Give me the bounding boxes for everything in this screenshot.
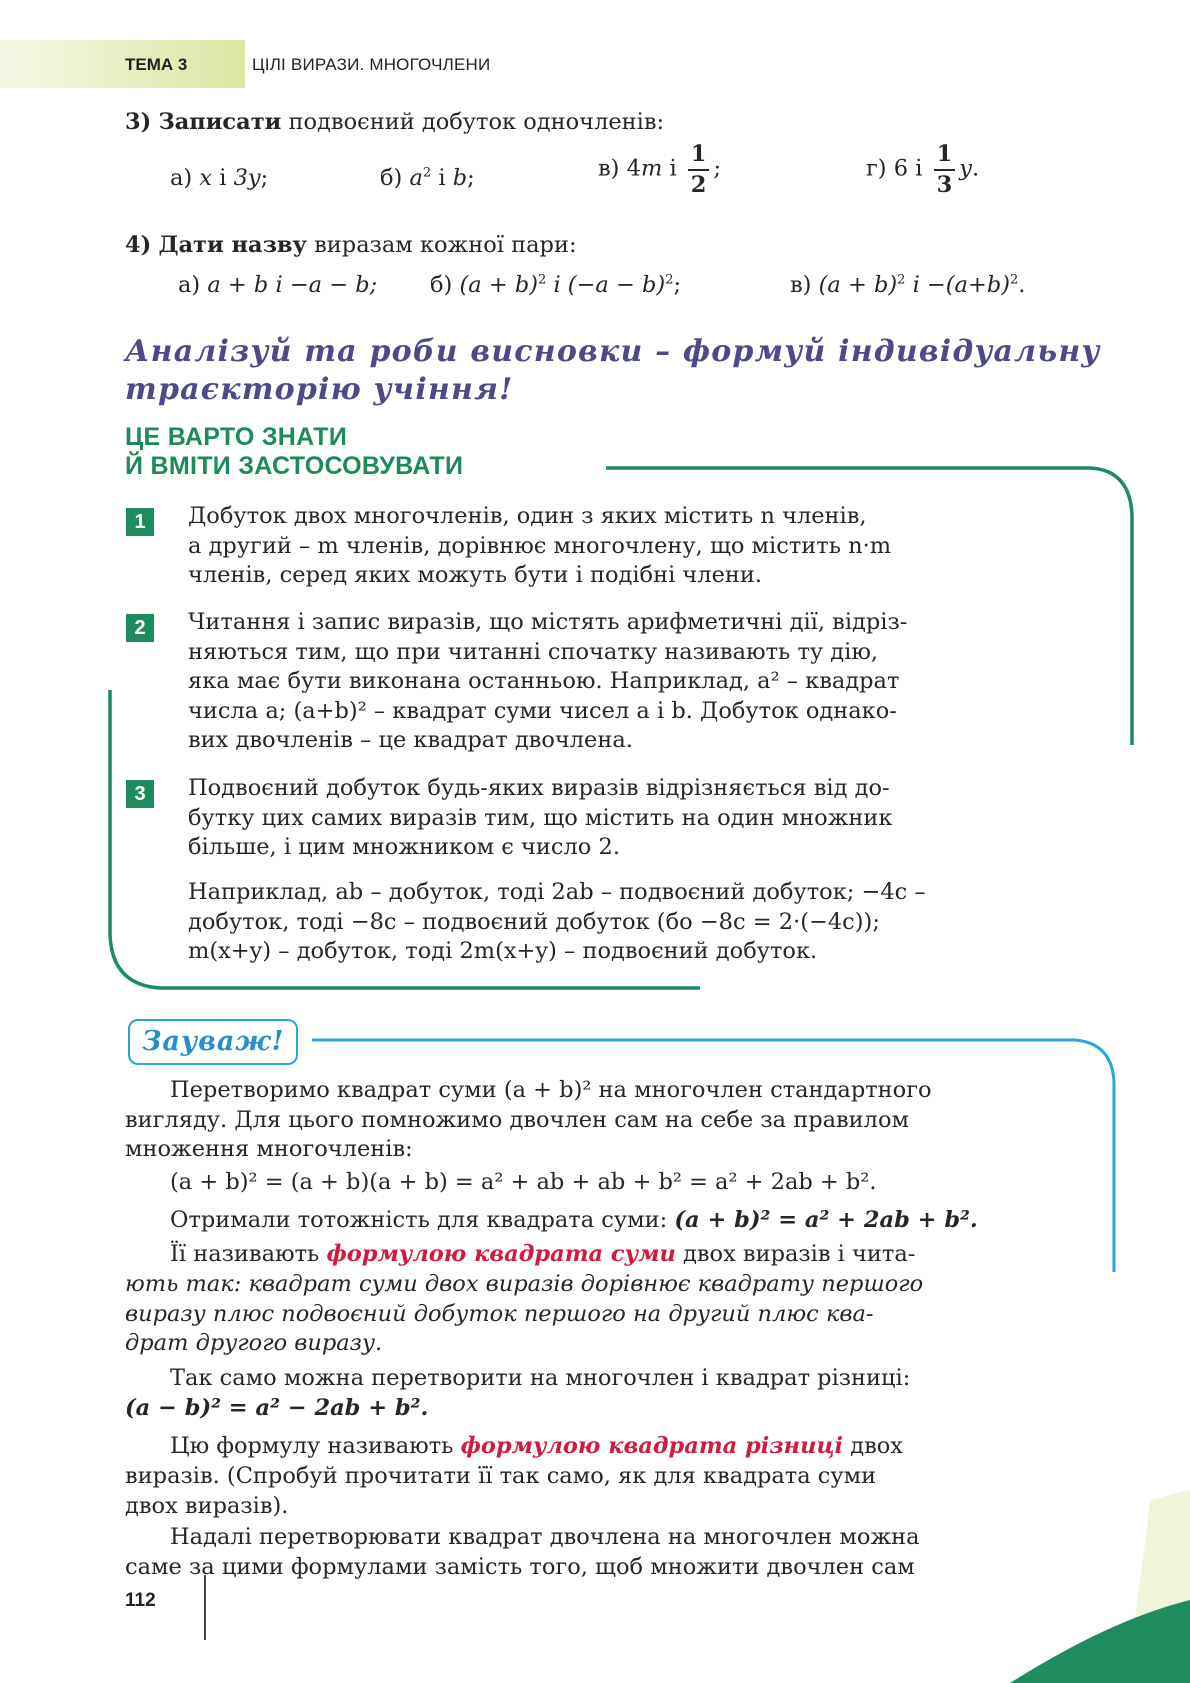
term-square-sum: формулою квадрата суми bbox=[326, 1241, 676, 1267]
remark-paragraph-5-line1: Цю формулу називають формулою квадрата різниці двох bbox=[170, 1433, 903, 1459]
tema-title: ЦІЛІ ВИРАЗИ. МНОГОЧЛЕНИ bbox=[252, 55, 491, 74]
task4-rest: виразам кожної пари: bbox=[314, 232, 577, 258]
tema-label: ТЕМА 3 bbox=[125, 55, 188, 74]
remark-paragraph-4-line1: Так само можна перетворити на многочлен і квадрат різниці: bbox=[170, 1365, 911, 1391]
term-square-difference: формулою квадрата різниці bbox=[460, 1433, 844, 1459]
task4-item-b: б) $(a + b)^2$ і $(-a - b)^2$; bbox=[430, 272, 682, 298]
task3-bold: Записати bbox=[158, 109, 282, 135]
task3-item-a: а) x і 3y; bbox=[170, 165, 269, 191]
remark-paragraph-5-rest: виразів. (Спробуй прочитати її так само, як для квадрата суми двох виразів). bbox=[125, 1463, 877, 1519]
fact-text-1: Добуток двох многочленів, один з яких містить n членів, а другий – m членів, дорівнює многочлену, що містить n·m членів, серед яких можуть бути і подібні члени. bbox=[188, 503, 892, 588]
analyze-heading-line2: траєкторію учіння! bbox=[125, 372, 514, 407]
fact-badge-3: 3 bbox=[126, 780, 154, 808]
task3-item-b: б) $a^2$ і b; bbox=[380, 165, 475, 191]
analyze-heading-line1: Аналізуй та роби висновки – формуй індивідуальну bbox=[125, 334, 1101, 369]
task3-number: 3) bbox=[125, 109, 152, 135]
know-heading-line2: Й ВМІТИ ЗАСТОСОВУВАТИ bbox=[125, 452, 464, 480]
remark-formula-1: (a + b)² = (a + b)(a + b) = a² + ab + ab + b² = a² + 2ab + b². bbox=[170, 1169, 877, 1195]
fact-text-2: Читання і запис виразів, що містять арифметичні дії, відріз- няються тим, що при читанні спочатку називають ту дію, яка має бути виконана останньою. Наприклад, a² – квадрат числа a; (a+b)² – квадрат суми чисел a і b. Добуток однако- вих двочленів – це квадрат двочлена. bbox=[188, 609, 908, 753]
know-heading-line1: ЦЕ ВАРТО ЗНАТИ bbox=[125, 423, 348, 451]
task3-rest: подвоєний добуток одночленів: bbox=[288, 109, 665, 135]
remark-paragraph-6: Надалі перетворювати квадрат двочлена на многочлен можна саме за цими формулами замість того, щоб множити двочлен сам bbox=[125, 1524, 920, 1580]
remark-formula-2: (a − b)² = a² − 2ab + b². bbox=[125, 1395, 429, 1421]
remark-paragraph-1: Перетворимо квадрат суми (a + b)² на многочлен стандартного вигляду. Для цього помножимо двочлен сам на себе за правилом множення многочленів: bbox=[125, 1077, 932, 1162]
fraction-one-third: $\frac{1}{3}$ bbox=[934, 143, 956, 196]
remark-paragraph-3-line1: Її називають формулою квадрата суми двох виразів і чита- bbox=[170, 1241, 916, 1267]
task4-item-a: а) a + b і −a − b; bbox=[178, 272, 378, 298]
task4-item-v: в) $(a + b)^2$ $і -(a+b)^2$. bbox=[790, 272, 1026, 298]
page-number: 112 bbox=[125, 1590, 156, 1611]
task3-item-g: г) 6 і $\frac{1}{3}$ y. bbox=[866, 141, 980, 198]
fact-text-3: Подвоєний добуток будь-яких виразів відрізняється від до- бутку цих самих виразів тим, що містить на один множник більше, і цим множником є число 2. bbox=[188, 775, 893, 860]
remark-paragraph-2: Отримали тотожність для квадрата суми: (a + b)² = a² + 2ab + b². bbox=[170, 1207, 978, 1233]
fact-badge-2: 2 bbox=[126, 614, 154, 642]
task3-item-v: в) 4m і $\frac{1}{2}$ ; bbox=[598, 141, 722, 198]
remark-label: Зауваж! bbox=[128, 1019, 298, 1065]
remark-paragraph-3-rest: ють так: квадрат суми двох виразів дорівнює квадрату першого виразу плюс подвоєний добуток першого на другий плюс ква- драт другого виразу. bbox=[125, 1271, 924, 1356]
fact-badge-1: 1 bbox=[126, 508, 154, 536]
task4-number: 4) bbox=[125, 232, 152, 258]
fraction-one-half: $\frac{1}{2}$ bbox=[688, 143, 710, 196]
task4-bold: Дати назву bbox=[158, 232, 307, 258]
example3-text: Наприклад, ab – добуток, тоді 2ab – подвоєний добуток; −4c – добуток, тоді −8c – подвоєний добуток (бо −8c = 2·(−4c)); m(x+y) – добуток, тоді 2m(x+y) – подвоєний добуток. bbox=[188, 879, 926, 964]
